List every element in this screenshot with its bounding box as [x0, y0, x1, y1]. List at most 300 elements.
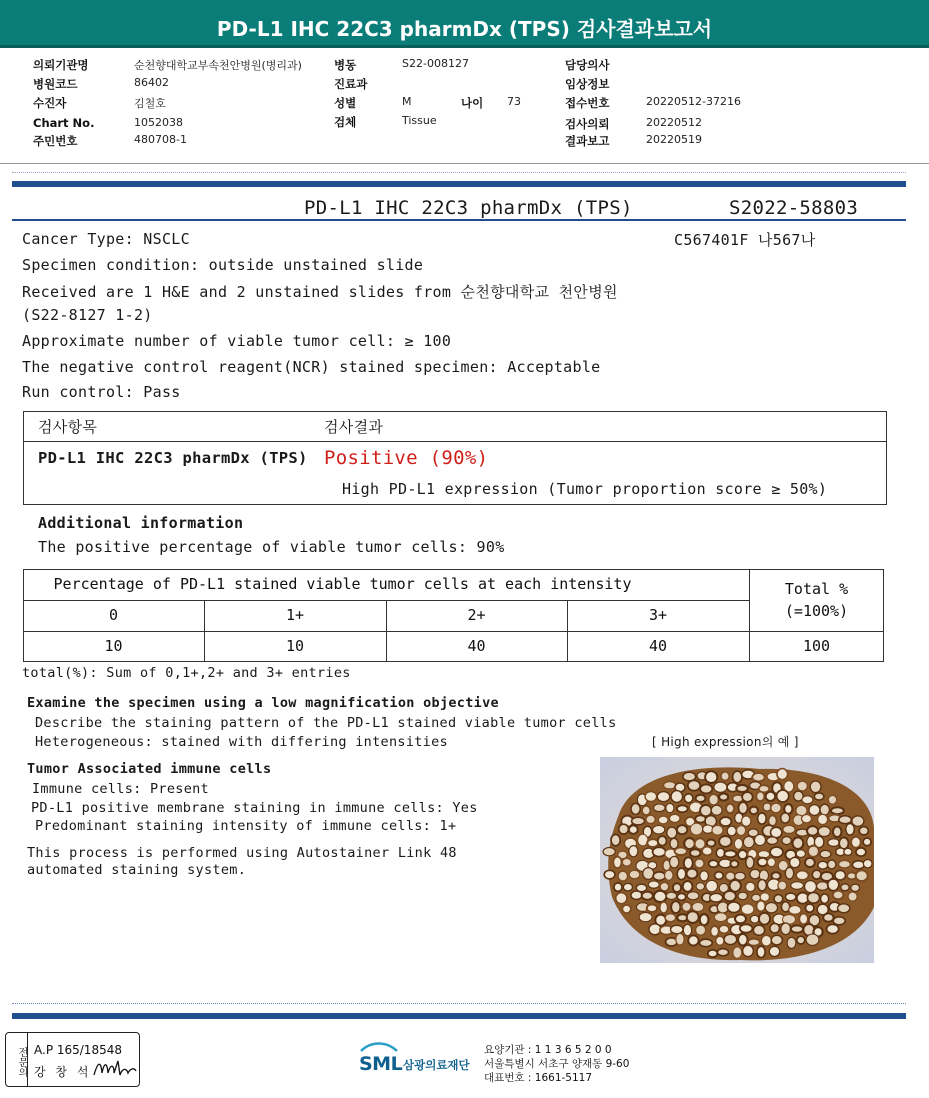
- report-line: Run control: Pass: [22, 383, 181, 401]
- tissue-cell: [778, 881, 787, 890]
- tissue-cell: [646, 815, 655, 823]
- immune-line: Predominant staining intensity of immune cells: 1+: [35, 818, 457, 834]
- tissue-cell: [677, 825, 687, 834]
- tissue-cell: [738, 802, 747, 814]
- tissue-cell: [756, 901, 765, 912]
- tissue-cell: [774, 895, 783, 903]
- tissue-cell: [735, 872, 746, 880]
- tissue-cell: [714, 782, 727, 792]
- tissue-cell: [639, 913, 652, 922]
- tissue-cell: [648, 881, 659, 888]
- tissue-cell: [733, 947, 742, 958]
- tissue-cell: [700, 914, 709, 925]
- tissue-cell: [684, 794, 693, 803]
- tissue-cell: [802, 815, 812, 823]
- header-label: 병동: [334, 58, 357, 72]
- tissue-cell: [631, 891, 642, 899]
- tissue-cell: [657, 792, 670, 802]
- divider: [12, 1013, 906, 1019]
- tissue-cell: [649, 924, 661, 935]
- tissue-cell: [851, 884, 860, 891]
- tissue-cell: [828, 839, 840, 847]
- tissue-cell: [730, 880, 741, 892]
- tissue-cell: [611, 834, 620, 845]
- tissue-cell: [687, 869, 698, 879]
- tissue-cell: [687, 911, 699, 923]
- tissue-cell: [712, 825, 723, 835]
- tissue-cell: [604, 870, 615, 879]
- tissue-cell: [687, 892, 699, 900]
- table-rule: [23, 441, 887, 442]
- tissue-cell: [770, 847, 783, 857]
- total-label: Total %: [784, 580, 849, 598]
- report-heading: PD-L1 IHC 22C3 pharmDx (TPS): [304, 197, 633, 219]
- tissue-cell: [807, 892, 819, 903]
- intensity-note: total(%): Sum of 0,1+,2+ and 3+ entries: [22, 665, 351, 681]
- tissue-cell: [738, 892, 748, 900]
- tissue-cell: [683, 924, 691, 936]
- tissue-cell: [743, 836, 754, 847]
- report-title-bar: [0, 0, 929, 48]
- tissue-cell: [711, 805, 722, 815]
- header-label: 임상정보: [565, 77, 610, 91]
- tissue-cell: [727, 902, 740, 913]
- tissue-cell: [706, 880, 718, 891]
- tissue-cell: [745, 882, 755, 892]
- tissue-cell: [818, 814, 828, 824]
- tissue-cell: [738, 934, 747, 946]
- tissue-cell: [746, 856, 754, 868]
- tissue-cell: [710, 926, 718, 937]
- stamp-ap-number: A.P 165/18548: [34, 1043, 122, 1057]
- tissue-cell: [758, 880, 767, 891]
- tissue-cell: [791, 882, 804, 890]
- report-line: (S22-8127 1-2): [22, 306, 153, 324]
- tissue-cell: [756, 792, 764, 801]
- tissue-cell: [690, 823, 702, 835]
- report-line: Received are 1 H&E and 2 unstained slides from 순천향대학교 천안병원: [22, 283, 618, 301]
- tissue-cell: [695, 815, 705, 822]
- examine-heading: Examine the specimen using a low magnification objective: [27, 695, 499, 711]
- tissue-cell: [702, 847, 712, 856]
- tissue-cell: [827, 924, 839, 933]
- tissue-cell: [828, 860, 836, 869]
- divider: [0, 163, 929, 164]
- tissue-cell: [839, 816, 852, 824]
- tissue-cell: [740, 924, 753, 932]
- intensity-level: 2+: [467, 606, 486, 624]
- tissue-cell: [742, 816, 751, 826]
- intensity-value: 40: [648, 637, 668, 655]
- tissue-cell: [653, 872, 665, 880]
- header-label: 검체: [334, 115, 357, 129]
- tissue-cell: [769, 946, 780, 956]
- tissue-cell: [856, 848, 866, 856]
- tissue-cell: [647, 839, 658, 847]
- intensity-header: Percentage of PD-L1 stained viable tumor cells at each intensity: [53, 575, 632, 593]
- specimen-code: C567401F 나567나: [674, 231, 816, 249]
- additional-text: The positive percentage of viable tumor cells: 90%: [38, 538, 505, 556]
- tissue-cell: [700, 784, 712, 793]
- header-value: Tissue: [402, 114, 437, 127]
- tissue-cell: [695, 859, 705, 868]
- tissue-cell: [856, 870, 868, 881]
- header-label: 담당의사: [565, 58, 610, 72]
- tissue-cell: [703, 825, 713, 833]
- tissue-cell: [671, 925, 684, 933]
- intensity-value: 10: [104, 637, 123, 655]
- tissue-cell: [833, 827, 842, 838]
- tissue-cell: [797, 936, 805, 944]
- total-label: (=100%): [784, 602, 849, 620]
- header-label: Chart No.: [33, 116, 95, 130]
- header-value: 김철호: [134, 97, 166, 110]
- tissue-cell: [750, 807, 758, 815]
- header-value: S22-008127: [402, 57, 469, 70]
- tissue-cell: [796, 850, 805, 858]
- tissue-cell: [658, 836, 667, 846]
- tissue-cell: [716, 936, 724, 945]
- table-rule: [23, 631, 884, 632]
- examine-line: Heterogeneous: stained with differing intensities: [35, 734, 448, 750]
- tissue-cell: [785, 867, 793, 879]
- tissue-cell: [753, 925, 764, 935]
- header-value: 1052038: [134, 116, 183, 129]
- tissue-cell: [743, 945, 754, 956]
- tissue-cell: [666, 804, 674, 813]
- footer-line: 서울특별시 서초구 양재동 9-60: [484, 1058, 630, 1070]
- tissue-cell: [720, 817, 732, 826]
- tissue-cell: [808, 846, 819, 857]
- tissue-cell: [771, 803, 782, 813]
- tissue-cell: [666, 892, 676, 899]
- header-label: 결과보고: [565, 134, 610, 148]
- tissue-cell: [673, 883, 681, 892]
- tissue-cell: [653, 847, 666, 856]
- tissue-cell: [622, 858, 631, 866]
- tissue-cell: [658, 816, 668, 824]
- tissue-cell: [757, 946, 765, 957]
- tissue-cell: [809, 805, 820, 816]
- intensity-level: 0: [108, 606, 119, 624]
- tissue-cell: [696, 795, 706, 802]
- tissue-cell: [727, 826, 736, 836]
- tissue-cell: [709, 794, 719, 805]
- tissue-cell: [777, 769, 788, 780]
- tissue-cell: [844, 848, 852, 855]
- tissue-cell: [619, 824, 629, 834]
- immune-line: automated staining system.: [27, 862, 247, 878]
- tissue-cell: [629, 825, 638, 833]
- intensity-level: 1+: [285, 606, 305, 624]
- tissue-cell: [841, 884, 849, 891]
- divider: [12, 172, 906, 173]
- header-label: 검사의뢰: [565, 117, 610, 131]
- tissue-cell: [783, 825, 795, 833]
- tissue-cell: [709, 860, 718, 867]
- tissue-cell: [670, 856, 679, 868]
- tissue-cell: [823, 913, 833, 921]
- tissue-cell: [736, 785, 748, 792]
- tissue-cell: [750, 869, 760, 879]
- tissue-cell: [647, 904, 657, 912]
- header-value: M: [402, 95, 412, 108]
- header-value: 86402: [134, 76, 169, 89]
- tissue-cell: [835, 870, 846, 880]
- tissue-cell: [766, 792, 776, 801]
- tissue-cell: [790, 857, 800, 867]
- tissue-cell: [664, 782, 676, 789]
- tissue-cell: [831, 807, 844, 814]
- tissue-cell: [618, 871, 628, 881]
- tissue-cell: [851, 837, 861, 848]
- tissue-cell: [752, 773, 764, 781]
- tissue-cell: [799, 914, 808, 925]
- tissue-cell: [734, 838, 742, 849]
- tissue-cell: [642, 806, 651, 815]
- tissue-cell: [710, 893, 723, 902]
- tissue-cell: [755, 835, 766, 846]
- immune-heading: Tumor Associated immune cells: [27, 761, 272, 777]
- tissue-cell: [791, 925, 803, 932]
- intensity-value: 40: [467, 637, 486, 655]
- tissue-cell: [838, 904, 850, 913]
- tissue-cell: [828, 795, 836, 804]
- tissue-cell: [750, 915, 759, 923]
- tissue-cell: [863, 838, 871, 846]
- tissue-cell: [759, 913, 770, 925]
- header-value: 73: [507, 95, 521, 108]
- tissue-cell: [852, 816, 864, 826]
- tissue-cell: [683, 881, 693, 892]
- tissue-cell: [688, 935, 698, 945]
- tissue-cell: [676, 933, 684, 945]
- tissue-cell: [667, 827, 677, 838]
- divider: [12, 1003, 906, 1004]
- tissue-cell: [719, 836, 731, 847]
- tissue-cell: [631, 803, 640, 814]
- tissue-cell: [653, 826, 665, 834]
- tissue-cell: [765, 903, 777, 913]
- tissue-cell: [848, 892, 857, 901]
- tissue-cell: [782, 837, 791, 845]
- signature-icon: [92, 1057, 138, 1081]
- tissue-cell: [719, 925, 729, 933]
- tissue-cell: [839, 860, 851, 868]
- intensity-total: 100: [802, 637, 831, 655]
- tissue-micrograph: [600, 757, 874, 963]
- tissue-cell: [708, 950, 718, 957]
- tissue-cell: [629, 870, 640, 878]
- divider: [12, 181, 906, 187]
- tissue-cell: [818, 861, 828, 869]
- tissue-cell: [730, 860, 738, 867]
- tissue-cell: [785, 893, 796, 901]
- tissue-cell: [684, 857, 693, 869]
- tissue-cell: [820, 850, 831, 858]
- stamp-name: 강 창 석: [34, 1065, 92, 1079]
- header-value: 20220519: [646, 133, 702, 146]
- tissue-cell: [805, 858, 815, 867]
- tissue-cell: [787, 937, 796, 948]
- header-label: 수진자: [33, 96, 67, 110]
- tissue-cell: [613, 857, 621, 868]
- tissue-cell: [684, 838, 695, 849]
- tissue-cell: [806, 934, 819, 945]
- header-value: 20220512: [646, 116, 702, 129]
- tissue-cell: [737, 826, 746, 836]
- tissue-cell: [724, 934, 737, 944]
- tissue-cell: [818, 827, 830, 837]
- tissue-cell: [677, 805, 688, 812]
- tissue-cell: [724, 891, 736, 901]
- tissue-cell: [797, 781, 807, 791]
- tissue-cell: [781, 923, 791, 935]
- tissue-cell: [675, 847, 687, 855]
- tissue-cell: [859, 827, 868, 835]
- logo-text: SML: [359, 1053, 403, 1075]
- tissue-cell: [671, 791, 683, 803]
- immune-line: This process is performed using Autostainer Link 48: [27, 845, 457, 861]
- tissue-cell: [758, 858, 768, 867]
- tissue-cell: [603, 848, 615, 856]
- tissue-cell: [632, 817, 645, 825]
- intensity-value: 10: [285, 637, 305, 655]
- tissue-cell: [805, 881, 817, 893]
- examine-line: Describe the staining pattern of the PD-L1 stained viable tumor cells: [35, 715, 617, 731]
- divider: [12, 219, 906, 221]
- tissue-cell: [719, 793, 728, 800]
- tissue-cell: [714, 913, 727, 922]
- tissue-cell: [820, 804, 829, 815]
- tissue-cell: [696, 925, 706, 935]
- tissue-cell: [670, 838, 678, 848]
- tissue-cell: [735, 915, 746, 924]
- tissue-cell: [700, 939, 713, 947]
- tissue-cell: [616, 893, 627, 904]
- sml-logo: [357, 1041, 477, 1083]
- tissue-cell: [741, 904, 754, 915]
- tissue-cell: [614, 883, 622, 892]
- intensity-level: 3+: [648, 606, 668, 624]
- footer-line: 대표번호 : 1661-5117: [484, 1072, 593, 1084]
- tissue-cell: [682, 902, 692, 912]
- tissue-cell: [726, 804, 734, 814]
- footer-line: 요양기관 : 1 1 3 6 5 2 0 0: [484, 1044, 612, 1056]
- pathologist-stamp: [5, 1032, 140, 1087]
- tissue-cell: [742, 792, 753, 802]
- tissue-cell: [821, 894, 829, 903]
- header-label: 의뢰기관명: [33, 58, 89, 72]
- tissue-cell: [817, 882, 829, 890]
- tissue-cell: [642, 892, 653, 900]
- tissue-cell: [807, 826, 818, 836]
- tissue-cell: [777, 790, 789, 802]
- tissue-cell: [802, 796, 813, 804]
- header-label: 주민번호: [33, 134, 78, 148]
- tissue-cell: [793, 837, 804, 849]
- tissue-cell: [707, 840, 716, 847]
- tissue-cell: [671, 901, 680, 913]
- additional-heading: Additional information: [38, 514, 244, 532]
- tissue-cell: [705, 771, 717, 783]
- image-caption: [ High expression의 예 ]: [652, 735, 799, 749]
- tissue-cell: [660, 902, 668, 913]
- header-value: 480708-1: [134, 133, 187, 146]
- tissue-cell: [805, 904, 814, 912]
- tissue-cell: [863, 860, 872, 868]
- header-label: 성별: [334, 96, 357, 110]
- org-name: 삼광의료재단: [403, 1058, 470, 1072]
- tissue-cell: [771, 935, 782, 945]
- tissue-cell: [738, 850, 747, 859]
- tissue-cell: [669, 814, 680, 823]
- tissue-cell: [833, 917, 845, 925]
- tissue-cell: [789, 906, 801, 915]
- immune-line: Immune cells: Present: [32, 781, 209, 797]
- tissue-cell: [665, 870, 673, 880]
- report-line: Specimen condition: outside unstained slide: [22, 256, 424, 274]
- tissue-cell: [796, 871, 809, 881]
- immune-line: PD-L1 positive membrane staining in immune cells: Yes: [31, 800, 478, 816]
- report-number: S2022-58803: [729, 197, 859, 219]
- header-label: 진료과: [334, 77, 368, 91]
- tissue-cell: [645, 792, 657, 802]
- tissue-cell: [770, 924, 780, 934]
- tissue-cell: [696, 883, 704, 890]
- result-value: Positive (90%): [324, 447, 489, 469]
- tissue-cell: [852, 861, 864, 869]
- report-line: Cancer Type: NSCLC: [22, 230, 190, 248]
- report-line: The negative control reagent(NCR) stained specimen: Acceptable: [22, 358, 601, 376]
- tissue-cell: [846, 824, 855, 836]
- tissue-cell: [622, 905, 631, 913]
- tissue-cell: [654, 804, 666, 812]
- tissue-cell: [758, 851, 770, 858]
- tissue-cell: [767, 837, 778, 845]
- tissue-cell: [690, 849, 701, 857]
- result-col-result: 검사결과: [324, 418, 384, 436]
- header-label: 병원코드: [33, 77, 78, 91]
- tissue-cell: [677, 868, 686, 880]
- tissue-cell: [623, 883, 632, 891]
- stamp-side: 전문의: [6, 1033, 28, 1086]
- tissue-cell: [654, 891, 667, 902]
- result-interpretation: High PD-L1 expression (Tumor proportion score ≥ 50%): [342, 480, 828, 498]
- tissue-cell: [688, 780, 700, 790]
- header-label: 접수번호: [565, 96, 610, 110]
- report-line: Approximate number of viable tumor cell: ≥ 100: [22, 332, 452, 350]
- result-col-item: 검사항목: [38, 418, 98, 436]
- header-value: 20220512-37216: [646, 95, 741, 108]
- result-item: PD-L1 IHC 22C3 pharmDx (TPS): [38, 449, 308, 467]
- tissue-cell: [724, 850, 736, 857]
- tissue-cell: [733, 771, 742, 783]
- tissue-cell: [717, 949, 728, 956]
- tissue-cell: [761, 935, 772, 946]
- tissue-cell: [721, 772, 729, 781]
- tissue-cell: [767, 858, 775, 867]
- tissue-cell: [643, 868, 654, 880]
- tissue-cell: [700, 871, 709, 881]
- tissue-cell: [833, 891, 844, 900]
- header-label: 나이: [461, 96, 484, 110]
- report-title: PD-L1 IHC 22C3 pharmDx (TPS) 검사결과보고서: [216, 17, 713, 41]
- tissue-cell: [665, 914, 676, 922]
- tissue-cell: [758, 813, 767, 824]
- tissue-cell: [781, 813, 790, 823]
- tissue-cell: [810, 781, 821, 793]
